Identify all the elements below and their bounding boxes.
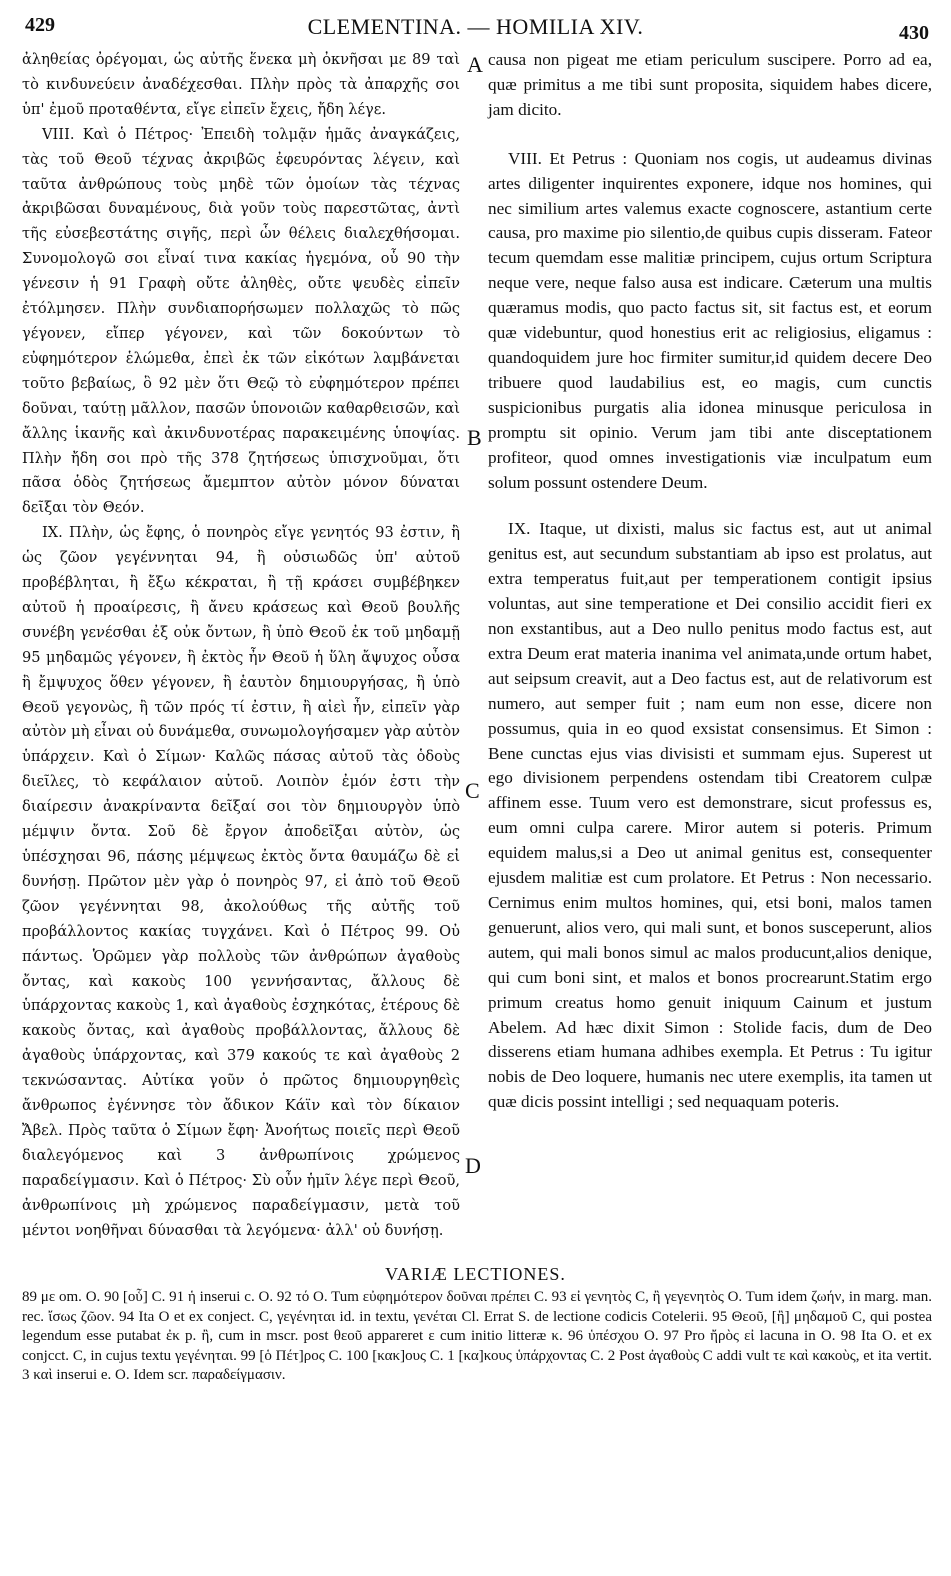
variae-lectiones-notes: 89 με om. O. 90 [οὗ] C. 91 ἡ inserui c. O. 92 τό O. Tum εὐφημότερον δοῦναι πρέπει C. 93 εἰ γενητὸς C, ἢ γεγενητὸς O. Tum idem ζωήν, in marg. man. rec. ἴσως ζῶον. 94 Ita O et ex conject. C, γεγένηται id. in textu, γενέται Cl. Errat S. de lectione codicis Cotelerii. 95 Θεοῦ, [ἢ] μηδαμοῦ C, qui postea legendum esse putabat ἐκ p. ἢ, cum in mscr. post θεοῦ appareret ε cum initio litteræ κ. 96 ὑπέσχου O. 97 Pro ἤρὸς εἰ lacuna in O. 98 Ita O. et ex conjcct. C, in cujus textu γεγένηται. 99 [ὁ Πέτ]ρος C. 100 [κακ]ους C. 1 [κα]κους ὑπάρχοντας C. 2 Post ἀγαθοὺς C addi vult τε καὶ κακοὺς, et ita vertit. 3 καὶ inserui e. O. Idem scr. παραδείγμασιν. xyxy=(22,1289,932,1383)
page-header xyxy=(0,14,951,46)
margin-marker-a: A xyxy=(467,52,483,77)
greek-paragraph: ἀληθείας ὀρέγομαι, ὡς αὐτῆς ἕνεκα μὴ ὀκνῆσαι με 89 ταὶ τὸ κινδυνεύειν ἀναδέχεσθαι. Πλὴν πρὸς τὰ ἀπαρχῆς σοι ὑπ' ἐμοῦ προταθέντα, εἴγε εἰπεῖν ἔχεις, ἤδη λέγε. xyxy=(22,51,460,118)
page-number-left: 429 xyxy=(25,14,55,36)
page-number-right: 430 xyxy=(899,22,929,44)
margin-marker-d: D xyxy=(465,1153,481,1178)
greek-paragraph: VIII. Καὶ ὁ Πέτρος· Ἐπειδὴ τολμᾷν ἡμᾶς ἀναγκάζεις, τὰς τοῦ Θεοῦ τέχνας ἀκριβῶς ἐφευρόντας λέγειν, καὶ ταῦτα ἀνθρώπους τοὺς μηδὲ τῶν ὁμοίων τὰς τέχνας ἀκριβῶσαι δυναμένους, διὰ γοῦν τοὺς παρεστῶτας, ἀντὶ τῆς εὐσεβεστάτης σιγῆς, περὶ ὧν θέλεις διαλεχθήσομαι. Συνομολογῶ σοι εἶναί τινα κακίας ἡγεμόνα, οὗ 90 τὴν γένεσιν ἡ 91 Γραφὴ οὔτε ἀληθὲς, οὔτε ψευδὲς εἰπεῖν ἐτόλμησεν. Πλὴν συνδιαπορήσωμεν πολλαχῶς τὸ πῶς γέγονεν, εἴπερ γέγονεν, καὶ τῶν δοκούντων τὸ εὐφημότερον ἑλώμεθα, ἐπεὶ ἐκ τῶν εἰκότων λαμβάνεται τοῦτο βεβαίως, ὃ 92 μὲν ὅτι Θεῷ τὸ εὐφημότερον πρέπει δοῦναι, ταύτῃ μᾶλλον, πασῶν ὑπονοιῶν καθαρθεισῶν, καὶ ἄλλης ἱκανῆς καὶ ἀκινδυνοτέρας παρακειμένης ὑποψίας. Πλὴν ἤδη σοι πρὸ τῆς 378 ζητήσεως ὑπισχνοῦμαι, ὅτι πᾶσα ὁδὸς ζητήσεως ἄμεμπτον αὐτὸν μόνον δύναται δεῖξαι τὸν Θεόν. xyxy=(22,125,460,517)
latin-paragraph: causa non pigeat me etiam periculum suscipere. Porro ad ea, quæ primitus a me tibi sunt proposita, siquidem habes dicere, jam dicito. xyxy=(488,50,932,119)
running-title: CLEMENTINA. — HOMILIA XIV. xyxy=(307,14,644,39)
margin-marker-c: C xyxy=(465,778,480,803)
latin-paragraph: VIII. Et Petrus : Quoniam nos cogis, ut audeamus divinas artes diligenter inquirentes exponere, idque nos homines, qui nec similium artes valemus exacte cognoscere, astantium certe causa, pro maxime pio silentio,de quibus cupis disseram. Fateor tecum quemdam esse malitiæ principem, cujus ortum Scriptura neque vere, neque falso ausa est indicare. Cæterum una multis quæramus modis, quo pacto factus sit, sit factus est, et eorum quæ videbuntur, quod honestius erit ac religiosius, eligamus : quandoquidem jure hoc firmiter sumitur,id quidem decere Deo tribuere quod laudabilius est, eo magis, cum cunctis suspicionibus purgatis alia idonea minusque periculosa in promptu sit opinio. Verum jam tibi ante disceptationem profiteor, quod omnes investigationis viæ inculpatum eum solum possunt ostendere Deum. xyxy=(488,148,932,492)
greek-column xyxy=(22,48,460,1244)
greek-paragraph: IX. Πλὴν, ὡς ἔφης, ὁ πονηρὸς εἴγε γενητός 93 ἐστιν, ἢ ὡς ζῶον γεγέννηται 94, ἢ οὐσιωδῶς ὑπ' αὐτοῦ προβέβληται, ἢ ἔξω κέκραται, ἢ τῇ κράσει συμβέβηκεν αὐτοῦ ἡ προαίρεσις, ἢ ἄνευ κράσεως καὶ Θεοῦ βουλῆς συνέβη γενέσθαι ἐξ οὐκ ὄντων, ἢ ὑπὸ Θεοῦ ἐκ τοῦ μηδαμῇ 95 μηδαμῶς γέγονεν, ἢ ἐκτὸς ἦν Θεοῦ ἡ ὕλη ἄψυχος οὖσα ἢ ἔμψυχος ὅθεν γέγονεν, ἢ ἑαυτὸν δημιουργήσας, ἢ ὑπὸ Θεοῦ γεγονὼς, ἢ τῶν πρός τί ἐστιν, ἢ αἰεὶ ἦν, εἰπεῖν γὰρ αὐτὸν μὴ εἶναι οὐ δυνάμεθα, συνωμολογήσαμεν γὰρ αὐτὸν ὑπάρχειν. Καὶ ὁ Σίμων· Καλῶς πάσας αὐτοῦ τὰς ὁδοὺς διεῖλες, τὸ κεφάλαιον αὐτοῦ. Λοιπὸν ἐμόν ἐστι τὴν διαίρεσιν ἀνακρίναντα δεῖξαί σοι τὸν δημιουργὸν ὑπὸ μέμψιν ὄντα. Σοῦ δὲ ἔργον ἀποδεῖξαι αὐτὸν, ὡς ὑπέσχησαι 96, πάσης μέμψεως ἐκτὸς ὄντα θαυμάζω δὲ εἰ δυνήσῃ. Πρῶτον μὲν γὰρ ὁ πονηρὸς 97, εἰ ἀπὸ τοῦ Θεοῦ ζῶον γεγέννηται 98, ἀκολούθως τῆς αὐτῆς τοῦ προβάλλοντος κακίας τυγχάνει. Καὶ ὁ Πέτρος 99. Οὐ πάντως. Ὁρῶμεν γὰρ πολλοὺς τῶν ἀνθρώπων ἀγαθοὺς ὄντας, καὶ κακοὺς 100 γεννήσαντας, ἄλλους δὲ ὑπάρχοντας κακοὺς 1, καὶ ἀγαθοὺς ἐσχηκότας, ἑτέρους δὲ κακοὺς ὄντας, καὶ ἀγαθοὺς προβάλλοντας, ἄλλους δὲ ἀγαθοὺς ὑπάρχοντας, καὶ 379 κακούς τε καὶ ἀγαθοὺς 2 τεκνώσαντας. Αὐτίκα γοῦν ὁ πρῶτος δημιουργηθεὶς ἄνθρωπος ἐγέννησε τὸν ἄδικον Κάϊν καὶ τὸν δίκαιον Ἄβελ. Πρὸς ταῦτα ὁ Σίμων ἔφη· Ἀνοήτως ποιεῖς περὶ Θεοῦ διαλεγόμενος καὶ 3 ἀνθρωπίνοις χρώμενος παραδείγμασιν. Καὶ ὁ Πέτρος· Σὺ οὖν ἡμῖν λέγε περὶ Θεοῦ, ἀνθρωπίνοις μὴ χρώμενος παραδείγμασιν, μετὰ τοῦ μέντοι νοηθῆναι δύνασθαι τὰ λεγόμενα· ἀλλ' οὐ δυνήσῃ. xyxy=(22,524,460,1239)
latin-column xyxy=(488,48,932,1115)
margin-marker-b: B xyxy=(467,425,482,450)
latin-paragraph: IX. Itaque, ut dixisti, malus sic factus est, aut ut animal genitus est, aut secundum substantiam ab ipso est prolatus, aut extra temperatus fuit,aut per temperationem contigit ipsius voluntas, aut sine temperatione et Dei consilio accidit fieri ex non exstantibus, aut a Deo nullo penitus modo factus est, aut extra Deum erat materia inanima vel animata,unde ortum habet, aut seipsum creavit, aut a Deo factus est, aut de relativorum est numero, aut semper fuit ; nam eum non esse, dicere non possumus, quia in eo quod exsistat consensimus. Et Simon : Bene cunctas ejus vias divisisti et summam ejus. Superest ut ego divisionem perpendens ostendam tibi Creatorem culpæ affinem esse. Tuum vero est demonstrare, sicut professus es, eum omni culpa carere. Miror autem si poteris. Primum equidem malus,si a Deo ut animal genitus est, consequenter ejusdem malitiæ est cum prolatore. Et Petrus : Non necessario. Cernimus enim multos homines, qui, etsi boni, malos tamen genuerunt, alios vero, qui mali sunt, et bonos susceperunt, alios autem, qui mali bonos simul ac malos producunt,alios denique, qui cum boni sint, et malos et bonos procrearunt.Statim ergo primum creatus homo genuit iniquum Cainum et justum Abelem. Ad hæc dixit Simon : Stolide facis, dum de Deo disserens etiam humana adhibes exempla. Et Petrus : Tu igitur nobis de Deo loquere, humanis nec utere exemplis, ita tamen ut quæ dicis possint intelligi ; sed nequaquam poteris. xyxy=(488,519,932,1112)
variae-lectiones-title: VARIÆ LECTIONES. xyxy=(385,1264,566,1284)
